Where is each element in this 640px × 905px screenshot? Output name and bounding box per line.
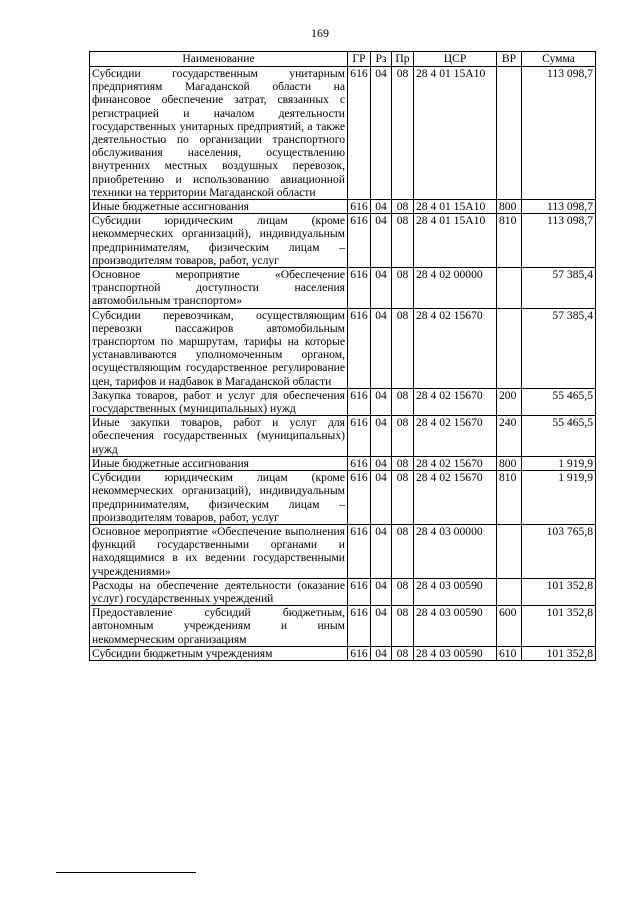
cell-name: Субсидии бюджетным учреждениям <box>90 646 348 660</box>
cell-vr: 800 <box>497 456 522 470</box>
cell-sum: 57 385,4 <box>522 268 596 309</box>
table-row <box>90 471 596 525</box>
cell-csr: 28 4 02 15670 <box>414 308 497 388</box>
cell-name: Субсидии юридическим лицам (кроме некоммерческих организаций), индивидуальным предпринимателям, физическим лицам – производителям товаров, работ, услуг <box>90 471 348 525</box>
cell-vr <box>497 308 522 388</box>
cell-vr <box>497 524 522 578</box>
cell-gr: 616 <box>348 388 371 415</box>
table-row <box>90 416 596 457</box>
cell-name: Закупка товаров, работ и услуг для обеспечения государственных (муниципальных) нужд <box>90 388 348 415</box>
cell-vr: 810 <box>497 471 522 525</box>
cell-name: Субсидии государственным унитарным предприятиям Магаданской области на финансовое обеспечение затрат, связанных с регистрацией и началом деятельности государственных унитарных предприятий, а также деятельностью по организации транспортного обслуживания населения, осуществлению внутренних местных воздушных перевозок, приобретению и использованию авиационной техники на территории Магаданской области <box>90 67 348 200</box>
cell-vr: 200 <box>497 388 522 415</box>
cell-pr: 08 <box>392 471 414 525</box>
cell-pr: 08 <box>392 268 414 309</box>
cell-gr: 616 <box>348 268 371 309</box>
footnote-divider <box>56 872 196 873</box>
header-rz: Рз <box>371 52 392 67</box>
cell-csr: 28 4 03 00590 <box>414 578 497 605</box>
cell-pr: 08 <box>392 524 414 578</box>
table-row <box>90 67 596 200</box>
header-csr: ЦСР <box>414 52 497 67</box>
table-row <box>90 578 596 605</box>
cell-sum: 101 352,8 <box>522 646 596 660</box>
header-sum: Сумма <box>522 52 596 67</box>
table-row <box>90 456 596 470</box>
cell-pr: 08 <box>392 646 414 660</box>
table-row <box>90 268 596 309</box>
budget-table <box>89 51 596 661</box>
cell-sum: 113 098,7 <box>522 214 596 268</box>
cell-gr: 616 <box>348 578 371 605</box>
cell-rz: 04 <box>371 646 392 660</box>
cell-pr: 08 <box>392 67 414 200</box>
header-vr: ВР <box>497 52 522 67</box>
cell-vr: 800 <box>497 200 522 214</box>
cell-vr <box>497 578 522 605</box>
cell-gr: 616 <box>348 471 371 525</box>
table-row <box>90 606 596 647</box>
cell-rz: 04 <box>371 471 392 525</box>
cell-vr <box>497 67 522 200</box>
table-row <box>90 388 596 415</box>
header-pr: Пр <box>392 52 414 67</box>
cell-csr: 28 4 02 00000 <box>414 268 497 309</box>
cell-pr: 08 <box>392 456 414 470</box>
cell-csr: 28 4 03 00000 <box>414 524 497 578</box>
header-name: Наименование <box>90 52 348 67</box>
cell-name: Иные бюджетные ассигнования <box>90 456 348 470</box>
cell-vr: 610 <box>497 646 522 660</box>
cell-rz: 04 <box>371 524 392 578</box>
cell-csr: 28 4 02 15670 <box>414 388 497 415</box>
table-row <box>90 308 596 388</box>
table-header <box>90 52 596 67</box>
cell-pr: 08 <box>392 416 414 457</box>
cell-sum: 101 352,8 <box>522 578 596 605</box>
cell-sum: 113 098,7 <box>522 67 596 200</box>
cell-pr: 08 <box>392 308 414 388</box>
cell-sum: 113 098,7 <box>522 200 596 214</box>
cell-csr: 28 4 01 15А10 <box>414 214 497 268</box>
cell-name: Иные закупки товаров, работ и услуг для обеспечения государственных (муниципальных) нужд <box>90 416 348 457</box>
cell-name: Предоставление субсидий бюджетным, автономным учреждениям и иным некоммерческим организациям <box>90 606 348 647</box>
cell-sum: 101 352,8 <box>522 606 596 647</box>
cell-gr: 616 <box>348 200 371 214</box>
cell-pr: 08 <box>392 388 414 415</box>
cell-sum: 55 465,5 <box>522 388 596 415</box>
cell-pr: 08 <box>392 200 414 214</box>
cell-rz: 04 <box>371 214 392 268</box>
cell-name: Основное мероприятие «Обеспечение выполнения функций государственными органами и находящимися в их ведении государственными учреждениями» <box>90 524 348 578</box>
cell-pr: 08 <box>392 578 414 605</box>
cell-sum: 1 919,9 <box>522 471 596 525</box>
cell-pr: 08 <box>392 214 414 268</box>
cell-gr: 616 <box>348 67 371 200</box>
cell-rz: 04 <box>371 388 392 415</box>
cell-rz: 04 <box>371 67 392 200</box>
cell-gr: 616 <box>348 214 371 268</box>
table-row <box>90 524 596 578</box>
page-number: 169 <box>311 26 329 40</box>
table-body <box>90 67 596 661</box>
cell-name: Субсидии перевозчикам, осуществляющим перевозки пассажиров автомобильным транспортом по маршрутам, тарифы на которые устанавливаются уполномоченным органом, осуществляющим государственное регулирование цен, тарифов и надбавок в Магаданской области <box>90 308 348 388</box>
cell-csr: 28 4 02 15670 <box>414 456 497 470</box>
cell-name: Иные бюджетные ассигнования <box>90 200 348 214</box>
header-gr: ГР <box>348 52 371 67</box>
cell-csr: 28 4 01 15А10 <box>414 67 497 200</box>
cell-vr: 810 <box>497 214 522 268</box>
cell-sum: 55 465,5 <box>522 416 596 457</box>
table-row <box>90 214 596 268</box>
cell-csr: 28 4 02 15670 <box>414 471 497 525</box>
cell-gr: 616 <box>348 524 371 578</box>
cell-name: Расходы на обеспечение деятельности (оказание услуг) государственных учреждений <box>90 578 348 605</box>
table-row <box>90 646 596 660</box>
cell-vr: 600 <box>497 606 522 647</box>
cell-rz: 04 <box>371 200 392 214</box>
cell-gr: 616 <box>348 308 371 388</box>
table-row <box>90 200 596 214</box>
cell-csr: 28 4 03 00590 <box>414 646 497 660</box>
cell-rz: 04 <box>371 578 392 605</box>
header-row <box>90 52 596 67</box>
cell-sum: 1 919,9 <box>522 456 596 470</box>
cell-name: Основное мероприятие «Обеспечение транспортной доступности населения автомобильным транспортом» <box>90 268 348 309</box>
cell-gr: 616 <box>348 456 371 470</box>
cell-csr: 28 4 01 15А10 <box>414 200 497 214</box>
cell-csr: 28 4 03 00590 <box>414 606 497 647</box>
cell-gr: 616 <box>348 416 371 457</box>
cell-sum: 57 385,4 <box>522 308 596 388</box>
cell-rz: 04 <box>371 416 392 457</box>
cell-gr: 616 <box>348 646 371 660</box>
cell-vr <box>497 268 522 309</box>
cell-rz: 04 <box>371 456 392 470</box>
cell-gr: 616 <box>348 606 371 647</box>
cell-name: Субсидии юридическим лицам (кроме некоммерческих организаций), индивидуальным предпринимателям, физическим лицам – производителям товаров, работ, услуг <box>90 214 348 268</box>
cell-csr: 28 4 02 15670 <box>414 416 497 457</box>
cell-pr: 08 <box>392 606 414 647</box>
cell-rz: 04 <box>371 606 392 647</box>
cell-sum: 103 765,8 <box>522 524 596 578</box>
cell-rz: 04 <box>371 308 392 388</box>
cell-rz: 04 <box>371 268 392 309</box>
cell-vr: 240 <box>497 416 522 457</box>
